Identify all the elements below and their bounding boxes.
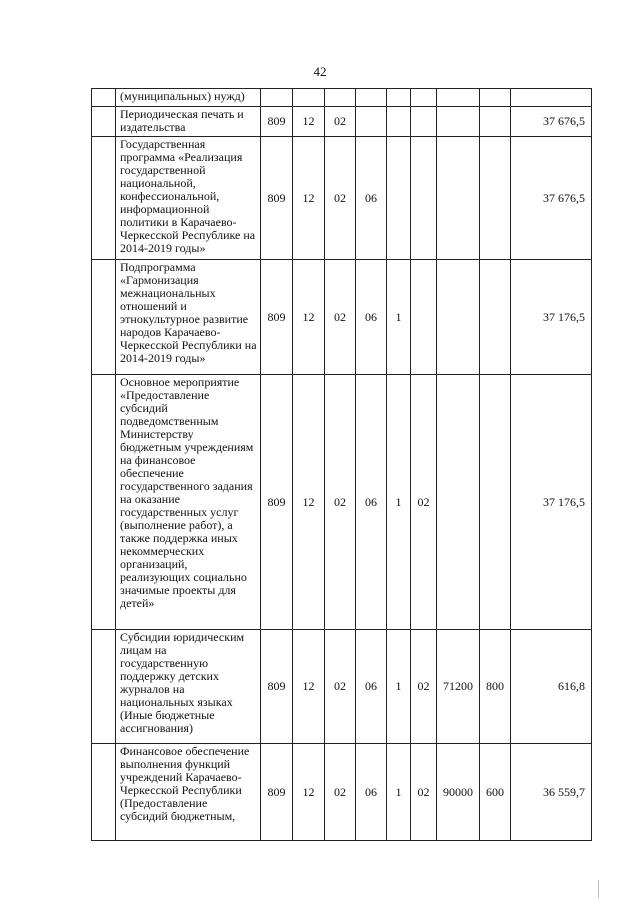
cell-subprogram: 1: [387, 260, 411, 375]
cell-ministry: 809: [261, 375, 293, 630]
row-gap-cell: [92, 89, 116, 107]
cell-expense-type: [480, 137, 511, 260]
cell-ministry: 809: [261, 630, 293, 744]
cell-direction: [437, 107, 480, 137]
table-row: [92, 89, 592, 107]
cell-amount: 37 676,5: [511, 107, 592, 137]
cell-name: Периодическая печать и издательства: [116, 107, 261, 137]
cell-section: 12: [293, 107, 325, 137]
cell-name: Финансовое обеспечение выполнения функций учреждений Карачаево-Черкесской Республики (Предоставление субсидий бюджетным,: [116, 744, 261, 841]
cell-subsection: 02: [325, 375, 356, 630]
cell-subprogram: [387, 137, 411, 260]
cell-subsection: [325, 89, 356, 107]
cell-amount: [511, 89, 592, 107]
cell-amount: 616,8: [511, 630, 592, 744]
cell-ministry: 809: [261, 137, 293, 260]
cell-amount: 37 676,5: [511, 137, 592, 260]
cell-direction: [437, 89, 480, 107]
cell-section: 12: [293, 375, 325, 630]
cell-direction: 90000: [437, 744, 480, 841]
cell-event: 02: [411, 630, 437, 744]
row-gap-cell: [92, 744, 116, 841]
table-row: [92, 630, 592, 744]
cell-program: [356, 89, 387, 107]
cell-expense-type: [480, 89, 511, 107]
row-gap-cell: [92, 107, 116, 137]
cell-ministry: 809: [261, 744, 293, 841]
cell-section: 12: [293, 260, 325, 375]
row-gap-cell: [92, 260, 116, 375]
cell-subprogram: 1: [387, 375, 411, 630]
cell-ministry: [261, 89, 293, 107]
table-row: [92, 260, 592, 375]
cell-expense-type: [480, 260, 511, 375]
budget-table: [91, 88, 592, 841]
cell-expense-type: 800: [480, 630, 511, 744]
scan-artifact: [598, 880, 599, 898]
row-gap-cell: [92, 375, 116, 630]
cell-event: 02: [411, 375, 437, 630]
cell-name: Подпрограмма «Гармонизация межнациональных отношений и этнокультурное развитие народов Карачаево-Черкесской Республики на 2014-2019 годы»: [116, 260, 261, 375]
cell-subsection: 02: [325, 630, 356, 744]
cell-section: 12: [293, 744, 325, 841]
cell-amount: 36 559,7: [511, 744, 592, 841]
cell-program: 06: [356, 260, 387, 375]
cell-direction: [437, 137, 480, 260]
cell-event: 02: [411, 744, 437, 841]
cell-section: [293, 89, 325, 107]
cell-name: (муниципальных) нужд): [116, 89, 261, 107]
cell-program: 06: [356, 137, 387, 260]
cell-event: [411, 89, 437, 107]
cell-subsection: 02: [325, 744, 356, 841]
cell-expense-type: [480, 107, 511, 137]
cell-subprogram: 1: [387, 630, 411, 744]
table-row: [92, 137, 592, 260]
cell-event: [411, 137, 437, 260]
cell-program: 06: [356, 375, 387, 630]
cell-expense-type: [480, 375, 511, 630]
cell-subsection: 02: [325, 137, 356, 260]
cell-section: 12: [293, 630, 325, 744]
table-row: [92, 107, 592, 137]
cell-event: [411, 260, 437, 375]
row-gap-cell: [92, 630, 116, 744]
cell-section: 12: [293, 137, 325, 260]
cell-program: [356, 107, 387, 137]
cell-amount: 37 176,5: [511, 375, 592, 630]
cell-program: 06: [356, 630, 387, 744]
cell-subprogram: [387, 107, 411, 137]
cell-name: Субсидии юридическим лицам на государственную поддержку детских журналов на национальных языках (Иные бюджетные ассигнования): [116, 630, 261, 744]
cell-direction: 71200: [437, 630, 480, 744]
row-gap-cell: [92, 137, 116, 260]
cell-amount: 37 176,5: [511, 260, 592, 375]
cell-subprogram: 1: [387, 744, 411, 841]
cell-subsection: 02: [325, 107, 356, 137]
cell-name: Государственная программа «Реализация государственной национальной, конфессиональной, информационной политики в Карачаево-Черкесской Республике на 2014-2019 годы»: [116, 137, 261, 260]
cell-subsection: 02: [325, 260, 356, 375]
cell-ministry: 809: [261, 260, 293, 375]
cell-event: [411, 107, 437, 137]
table-row: [92, 744, 592, 841]
cell-program: 06: [356, 744, 387, 841]
cell-direction: [437, 260, 480, 375]
page-number: 42: [313, 64, 327, 79]
cell-subprogram: [387, 89, 411, 107]
cell-direction: [437, 375, 480, 630]
cell-name: Основное мероприятие «Предоставление субсидий подведомственным Министерству бюджетным учреждениям на финансовое обеспечение государственного задания на оказание государственных услуг (выполнение работ), а также поддержка иных некоммерческих организаций, реализующих социально значимые проекты для детей»: [116, 375, 261, 630]
table-row: [92, 375, 592, 630]
cell-ministry: 809: [261, 107, 293, 137]
cell-expense-type: 600: [480, 744, 511, 841]
